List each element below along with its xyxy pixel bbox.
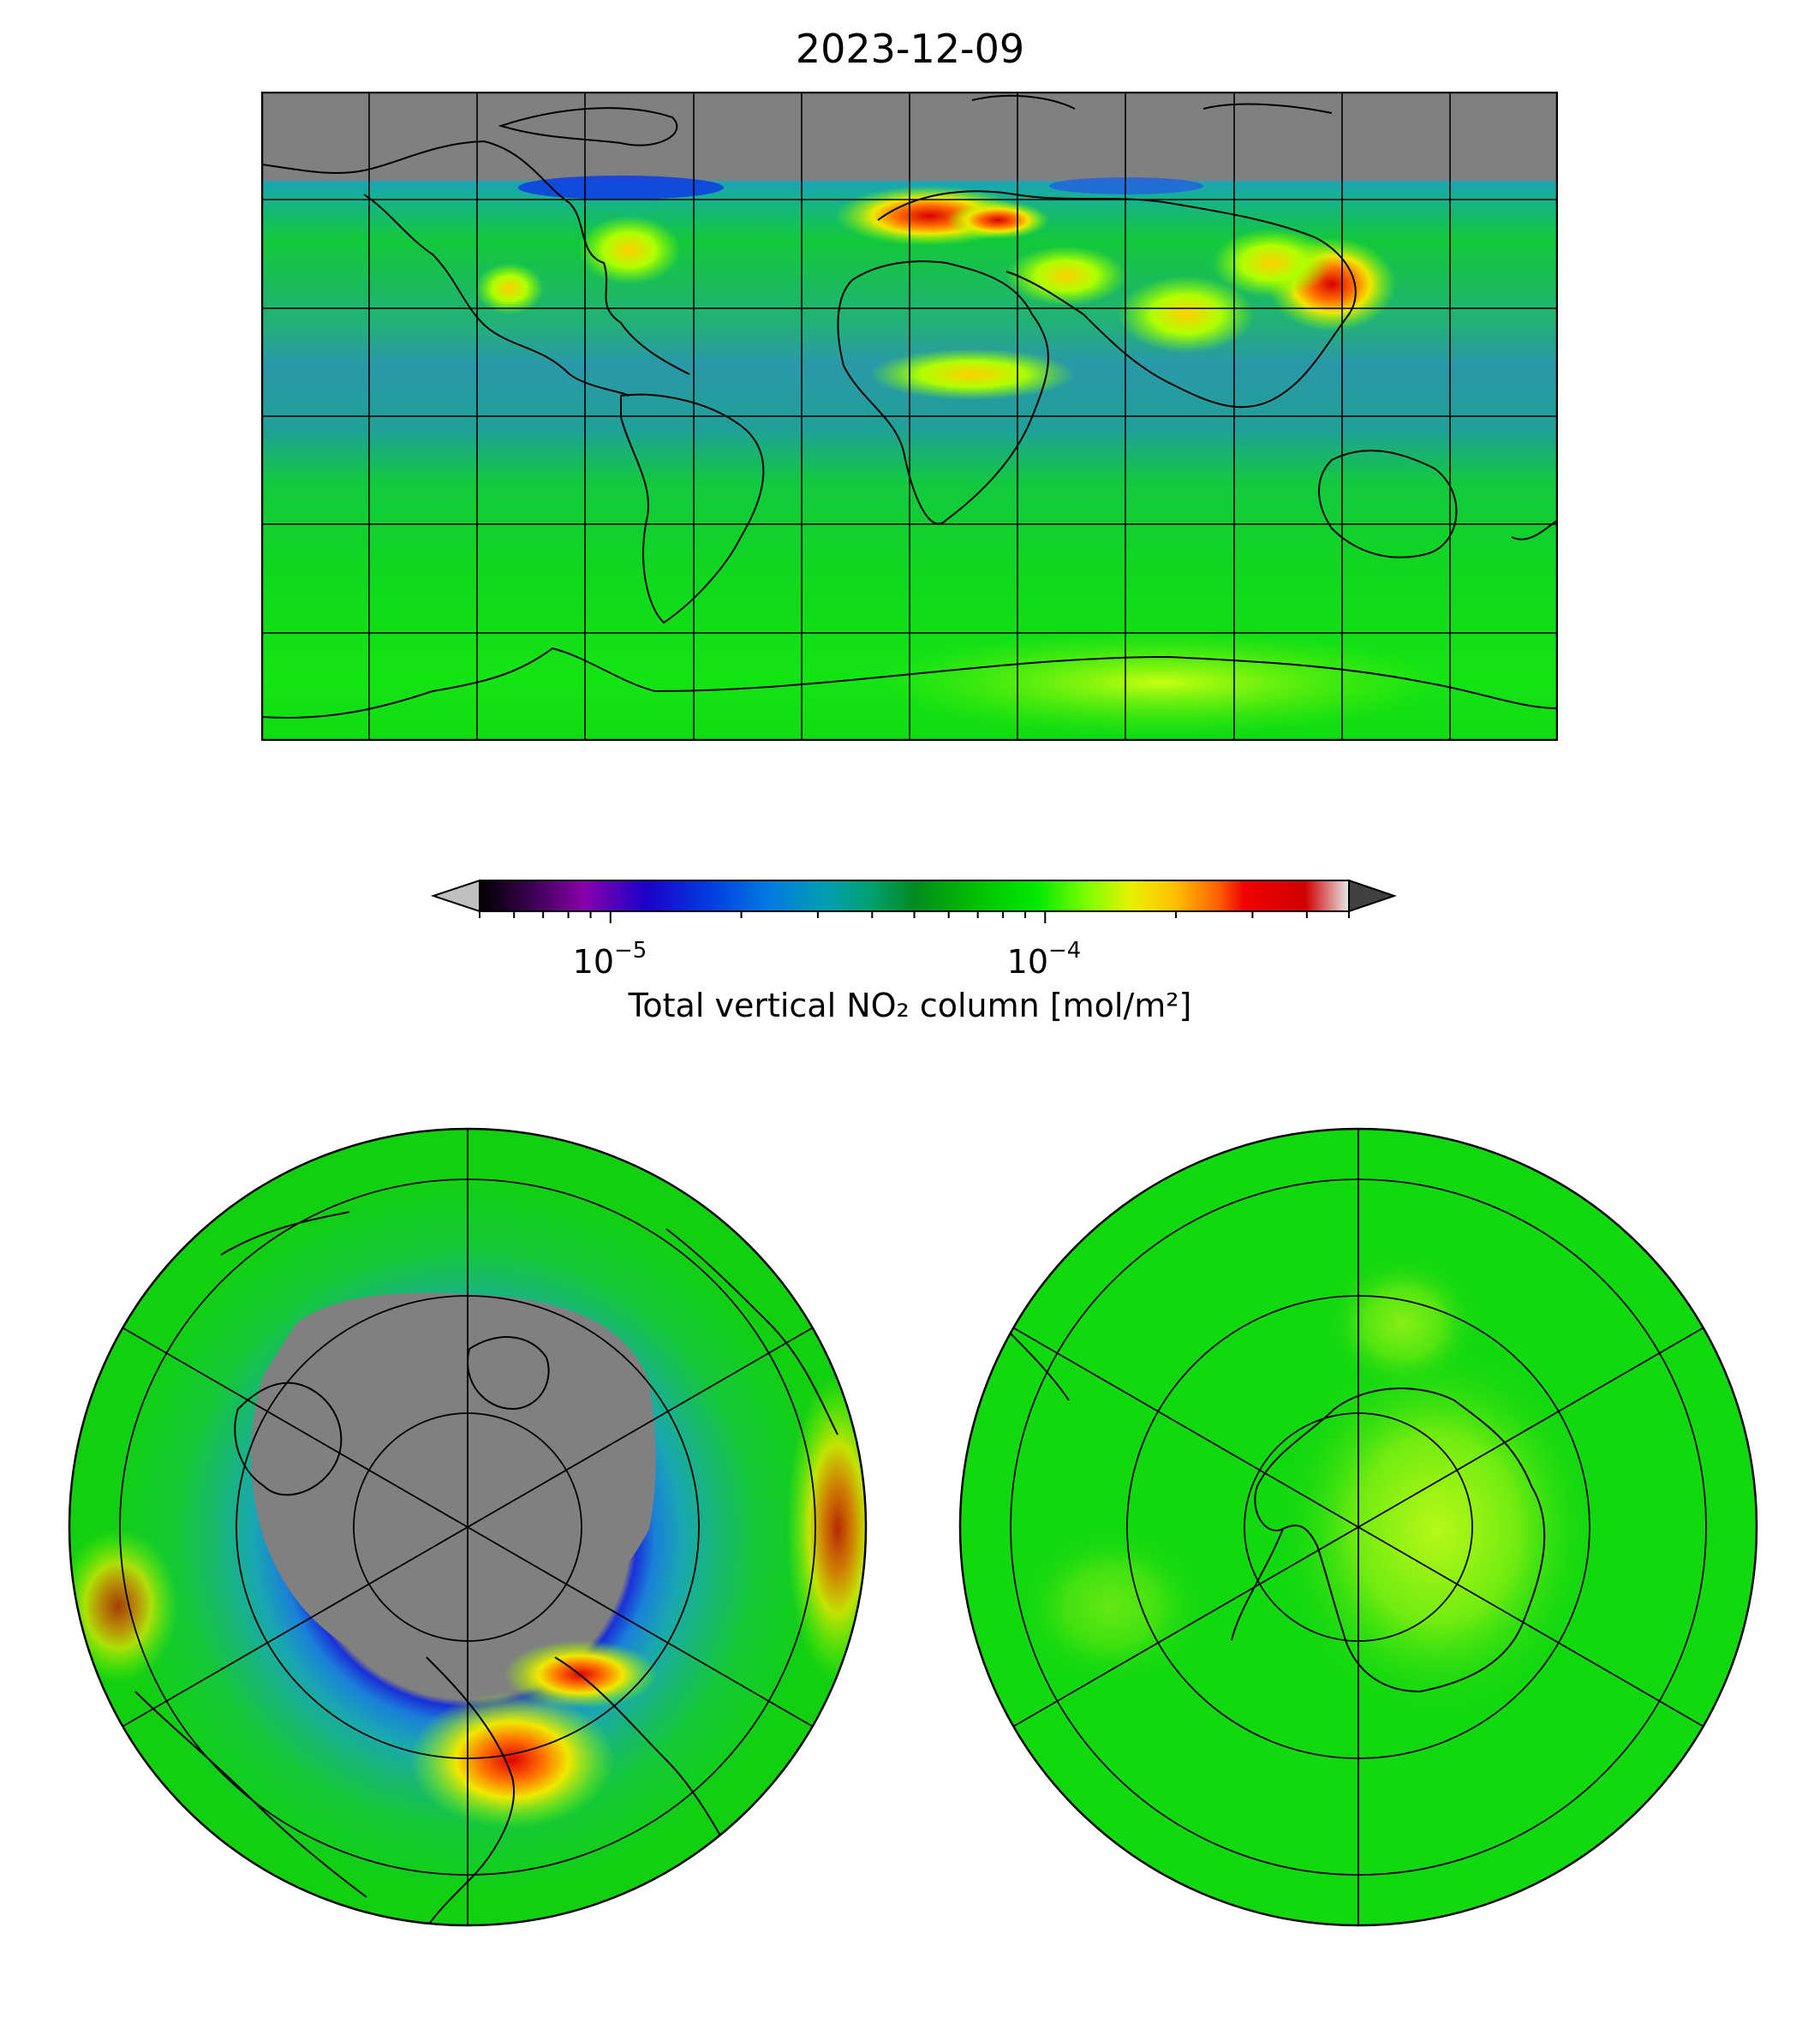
figure-title: 2023-12-09 xyxy=(795,26,1025,72)
south-polar-map xyxy=(958,1126,1759,1928)
global-map xyxy=(261,92,1558,741)
colorbar-tick-label: $10^{-4}$ xyxy=(1006,938,1082,981)
colorbar-under-extension xyxy=(433,880,480,911)
north-polar-map xyxy=(67,1126,868,1928)
colorbar-label: Total vertical NO₂ column [mol/m²] xyxy=(628,987,1192,1024)
colorbar-gradient xyxy=(480,880,1349,911)
colorbar-tick-label: $10^{-5}$ xyxy=(572,938,647,981)
colorbar-over-extension xyxy=(1349,880,1394,911)
